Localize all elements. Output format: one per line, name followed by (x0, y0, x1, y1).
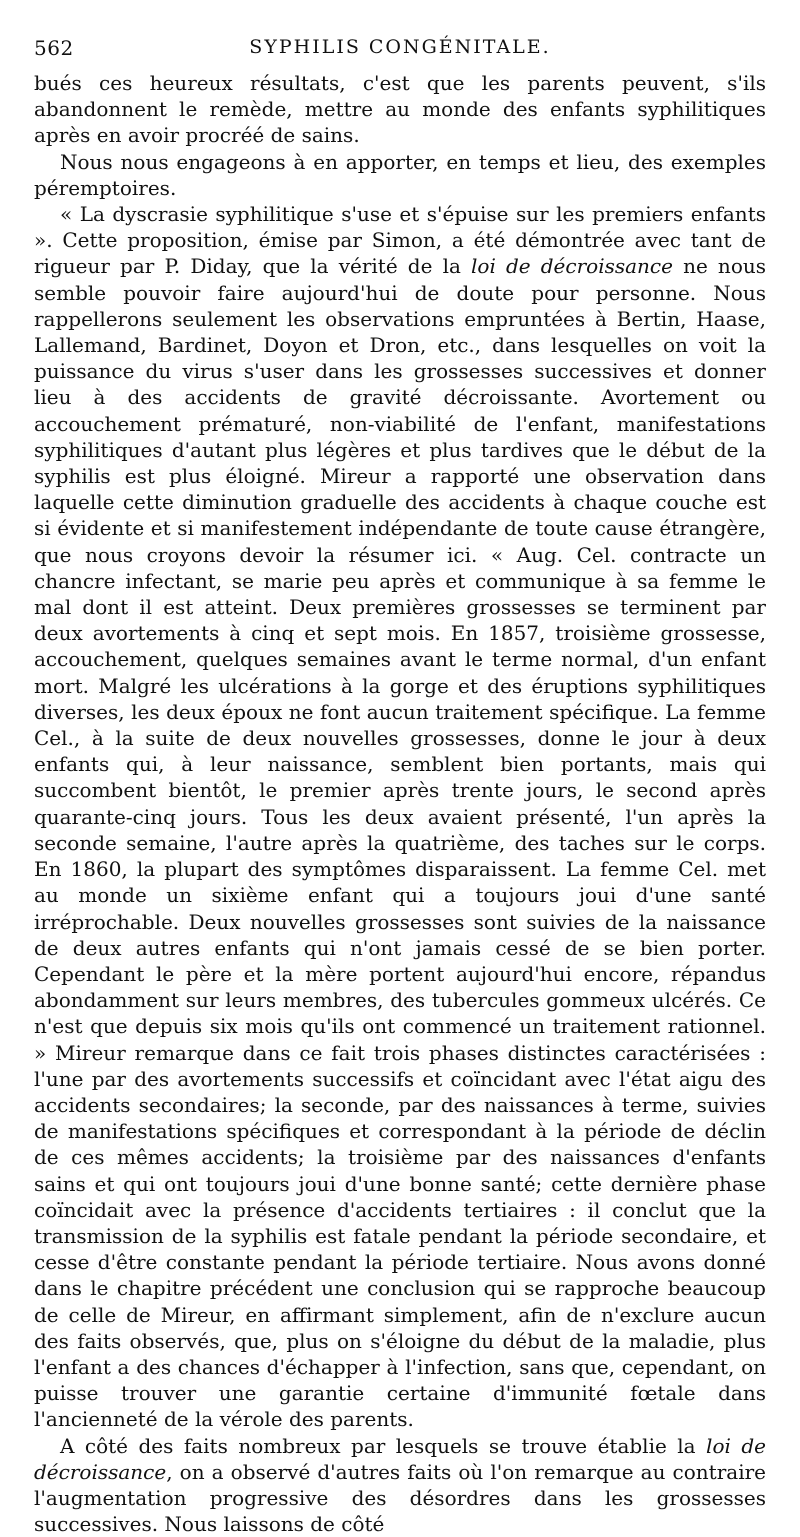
text-run: « La dyscrasie syphilitique s'use et s'épuise sur les premiers enfants ». Cette proposition, émise par Simon, a été démontrée avec tant de rigueur par P. Diday, que la vérité de la (34, 202, 766, 279)
running-title: SYPHILIS CONGÉNITALE. (249, 36, 551, 58)
document-page (34, 36, 766, 1537)
paragraph (34, 1433, 766, 1537)
paragraph (34, 70, 766, 149)
body-text (34, 70, 766, 1537)
paragraph (34, 149, 766, 201)
text-run: , on a observé d'autres faits où l'on remarque au contraire l'augmentation progressive des désordres dans les grossesses successives. Nous laissons de côté (34, 1459, 766, 1537)
italic-text: loi de décroissance (34, 1433, 766, 1484)
text-run: Nous nous engageons à en apporter, en temps et lieu, des exemples péremptoires. (34, 149, 766, 200)
text-run: bués ces heureux résultats, c'est que les parents peuvent, s'ils abandonnent le remède, mettre au monde des enfants syphilitiques après en avoir procréé de sains. (34, 71, 766, 148)
text-run: ne nous semble pouvoir faire aujourd'hui de doute pour personne. Nous rappellerons seulement les observations empruntées à Bertin, Haase, Lallemand, Bardinet, Doyon et Dron, etc., dans lesquelles on voit la puissance du virus s'user dans les grossesses successives et donner lieu à des accidents de gravité décroissante. Avortement ou accouchement prématuré, non-viabilité de l'enfant, manifestations syphilitiques d'autant plus légères et plus tardives que le début de la syphilis est plus éloigné. Mireur a rapporté une observation dans laquelle cette diminution graduelle des accidents à chaque couche est si évidente et si manifestement indépendante de toute cause étrangère, que nous croyons devoir la résumer ici. « Aug. Cel. contracte un chancre infectant, se marie peu après et communique à sa femme le mal dont il est atteint. Deux premières grossesses se terminent par deux avortements à cinq et sept mois. En 1857, troisième grossesse, accouchement, quelques semaines avant le terme normal, d'un enfant mort. Malgré les ulcérations à la gorge et des éruptions syphilitiques diverses, les deux époux ne font aucun traitement spécifique. La femme Cel., à la suite de deux nouvelles grossesses, donne le jour à deux enfants qui, à leur naissance, semblent bien portants, mais qui succombent bientôt, le premier après trente jours, le second après quarante-cinq jours. Tous les deux avaient présenté, l'un après la seconde semaine, l'autre après la quatrième, des taches sur le corps. En 1860, la plupart des symptômes disparaissent. La femme Cel. met au monde un sixième enfant qui a toujours joui d'une santé irréprochable. Deux nouvelles grossesses sont suivies de la naissance de deux autres enfants qui n'ont jamais cessé de se bien porter. Cependant le père et la mère portent aujourd'hui encore, répandus abondamment sur leurs membres, des tubercules gommeux ulcérés. Ce n'est que depuis six mois qu'ils ont commencé un traitement rationnel. » Mireur remarque dans ce fait trois phases distinctes caractérisées : l'une par des avortements successifs et coïncidant avec l'état aigu des accidents secondaires; la seconde, par des naissances à terme, suivies de manifestations spécifiques et correspondant à la période de déclin de ces mêmes accidents; la troisième par des naissances d'enfants sains et qui ont toujours joui d'une bonne santé; cette dernière phase coïncidait avec la présence d'accidents tertiaires : il conclut que la transmission de la syphilis est fatale pendant la période secondaire, et cesse d'être constante pendant la période tertiaire. Nous avons donné dans le chapitre précédent une conclusion qui se rapproche beaucoup de celle de Mireur, en affirmant simplement, afin de n'exclure aucun des faits observés, que, plus on s'éloigne du début de la maladie, plus l'enfant a des chances d'échapper à l'infection, sans que, cependant, on puisse trouver une garantie certaine d'immunité fœtale dans l'ancienneté de la vérole des parents. (34, 254, 767, 1432)
italic-text: loi de décroissance (471, 254, 673, 279)
paragraph (34, 201, 766, 1433)
page-header (34, 36, 766, 66)
page-number: 562 (34, 36, 74, 60)
text-run: A côté des faits nombreux par lesquels se trouve établie la (60, 1433, 707, 1458)
